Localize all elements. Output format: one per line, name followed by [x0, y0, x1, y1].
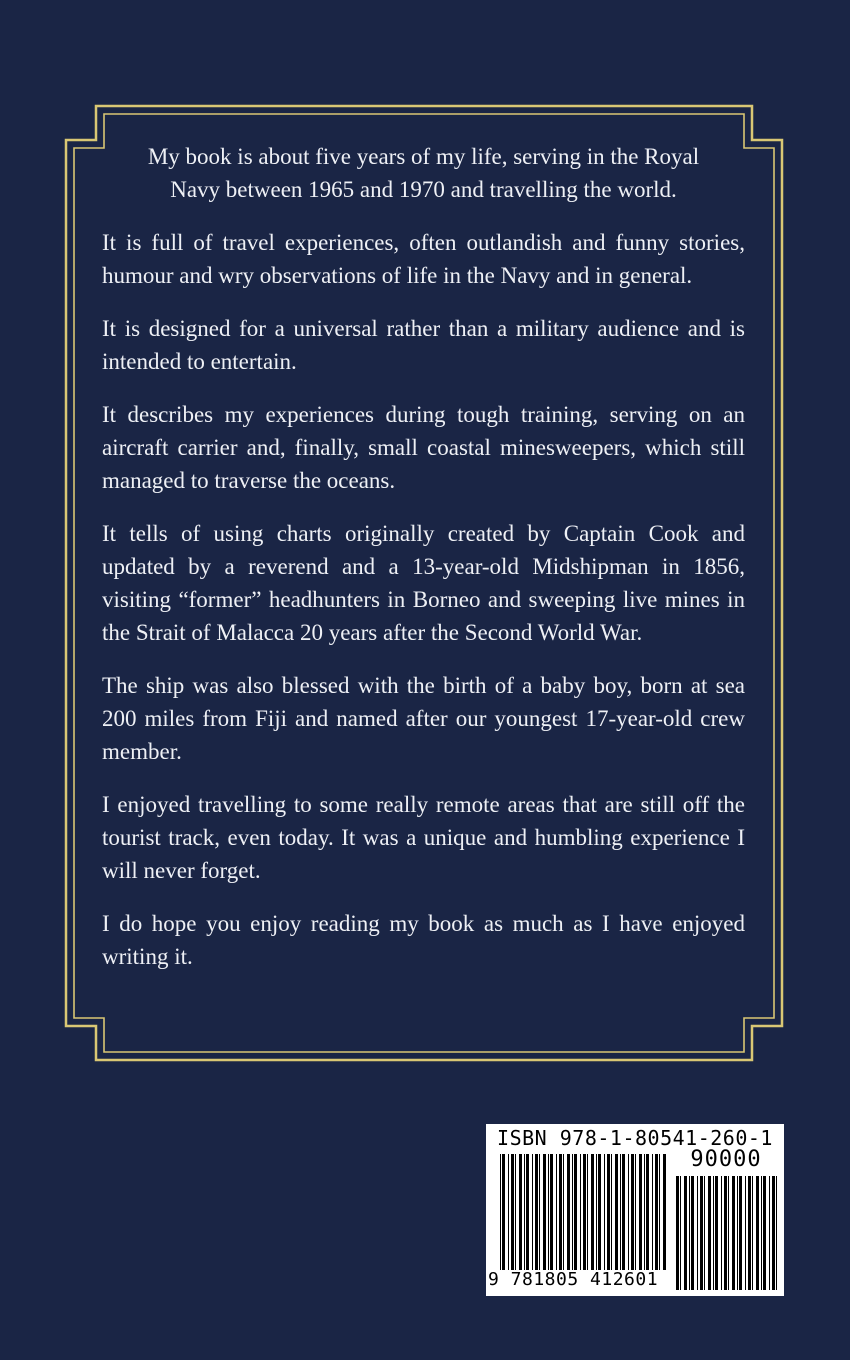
barcode-bar	[724, 1176, 727, 1290]
barcode-bar	[567, 1154, 570, 1270]
blurb-paragraph: It describes my experiences during tough training, serving on an aircraft carrier and, finally, small coastal minesweepers, which still managed to traverse the oceans.	[102, 402, 745, 493]
barcode-bar	[556, 1154, 557, 1270]
isbn-label: ISBN 978-1-80541-260-1	[497, 1126, 773, 1150]
blurb-paragraph: It tells of using charts originally created by Captain Cook and updated by a reverend and a 13-year-old Midshipman in 1856, visiting “former” headhunters in Borneo and sweeping live mines in the Strait of Malacca 20 years after the Second World War.	[102, 521, 745, 645]
barcode-bar	[659, 1154, 660, 1270]
barcode-bar	[580, 1154, 581, 1270]
blurb-paragraph: It is full of travel experiences, often outlandish and funny stories, humour and wry observations of life in the Navy and in general.	[102, 230, 745, 288]
barcode-bar	[676, 1176, 679, 1290]
barcode-bar	[535, 1154, 538, 1270]
barcode-bar	[655, 1154, 658, 1270]
barcode-bar	[748, 1176, 751, 1290]
barcode-bar	[502, 1154, 505, 1270]
barcode-bar	[689, 1176, 690, 1290]
barcode-bar	[615, 1154, 618, 1270]
barcode-bar	[548, 1154, 549, 1270]
back-cover-blurb	[102, 140, 745, 973]
barcode-bar	[644, 1154, 645, 1270]
barcode-bar	[572, 1154, 573, 1270]
blurb-paragraph: It is designed for a universal rather than a military audience and is intended to entertain.	[102, 316, 745, 374]
isbn-barcode	[486, 1124, 784, 1296]
barcode-bar	[500, 1154, 501, 1270]
barcode-bar	[591, 1154, 594, 1270]
barcode-bar	[663, 1154, 666, 1270]
barcode-bar	[761, 1176, 762, 1290]
barcode-bar	[704, 1176, 705, 1290]
barcode-bar	[563, 1154, 564, 1270]
blurb-paragraph: I enjoyed travelling to some really remote areas that are still off the tourist track, even today. It was a unique and humbling experience I will never forget.	[102, 792, 745, 883]
barcode-bar	[515, 1154, 516, 1270]
barcode-bar	[604, 1154, 605, 1270]
barcode-bar	[532, 1154, 533, 1270]
barcode-bar	[737, 1176, 738, 1290]
barcode-bar	[684, 1176, 687, 1290]
barcode-bar	[732, 1176, 735, 1290]
blurb-paragraph: I do hope you enjoy reading my book as much as I have enjoyed writing it.	[102, 911, 745, 969]
barcode-bar	[631, 1154, 634, 1270]
barcode-bar	[583, 1154, 586, 1270]
barcode-bar	[763, 1176, 766, 1290]
barcode-bar	[611, 1154, 612, 1270]
barcode-bar	[539, 1154, 540, 1270]
barcode-bar	[713, 1176, 714, 1290]
barcode-bar	[728, 1176, 729, 1290]
barcode-bar	[559, 1154, 562, 1270]
barcode-bar	[574, 1154, 577, 1270]
barcode-bar	[715, 1176, 718, 1290]
barcode-addon-digits: 90000	[690, 1147, 762, 1172]
barcode-bar	[700, 1176, 703, 1290]
barcode-bar	[620, 1154, 621, 1270]
barcode-bar	[607, 1154, 610, 1270]
barcode-bar	[708, 1176, 711, 1290]
barcode-bar	[691, 1176, 694, 1290]
barcode-bar	[587, 1154, 588, 1270]
barcode-bar	[622, 1154, 625, 1270]
barcode-bar	[752, 1176, 753, 1290]
barcode-bar	[646, 1154, 649, 1270]
barcode-bar	[745, 1176, 746, 1290]
barcode-bar	[756, 1176, 759, 1290]
barcode-bar	[596, 1154, 597, 1270]
barcode-bar	[511, 1154, 514, 1270]
barcode-bar	[639, 1154, 642, 1270]
barcode-bar	[769, 1176, 770, 1290]
ean-digits: 9 781805 412601	[488, 1269, 659, 1290]
blurb-paragraph: The ship was also blessed with the birth of a baby boy, born at sea 200 miles from Fiji and named after our youngest 17-year-old crew member.	[102, 673, 745, 764]
barcode-bar	[772, 1176, 775, 1290]
barcode-bar	[524, 1154, 525, 1270]
barcode-bar	[680, 1176, 681, 1290]
barcode-bar	[628, 1154, 629, 1270]
barcode-bar	[519, 1154, 522, 1270]
barcode-bar	[739, 1176, 742, 1290]
blurb-paragraph: My book is about five years of my life, serving in the Royal Navy between 1965 and 1970 and travelling the world.	[147, 144, 700, 202]
barcode-bar	[508, 1154, 509, 1270]
barcode-bar	[776, 1176, 777, 1290]
barcode-bar	[635, 1154, 636, 1270]
barcode-bar	[526, 1154, 529, 1270]
barcode-bar	[697, 1176, 698, 1290]
barcode-bar	[652, 1154, 653, 1270]
barcode-bar	[543, 1154, 546, 1270]
barcode-bar	[550, 1154, 553, 1270]
barcode-bar	[721, 1176, 722, 1290]
barcode-bar	[598, 1154, 601, 1270]
